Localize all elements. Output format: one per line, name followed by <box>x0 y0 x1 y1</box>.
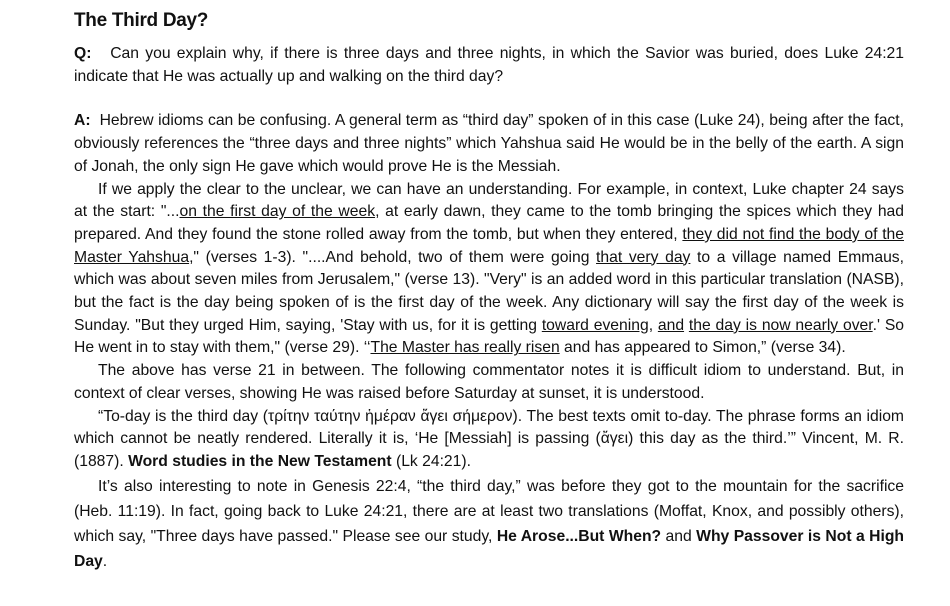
article <box>74 8 904 574</box>
study-link-passover[interactable]: Why Passover is Not a High Day <box>74 527 904 570</box>
text-run: “To-day is the third day (τρίτην ταύτην ἡμέραν ἄγει σήμερον). The best texts omit to-day. The phrase forms an idiom which cannot be neatly rendered. Literally it is, ‘He [Messiah] is passing (ἄγει) this day as the third.’” Vincent, M. R. (1887). <box>74 407 904 470</box>
question-paragraph <box>74 43 904 88</box>
page-title: The Third Day? <box>74 10 209 31</box>
question-text: Can you explain why, if there is three days and three nights, in which the Savior was buried, does Luke 24:21 indicate that He was actually up and walking on the third day? <box>74 45 904 85</box>
text-run: . <box>102 552 108 570</box>
underlined-quote: toward evening <box>541 316 649 334</box>
text-run: If we apply the clear to the unclear, we can have an understanding. For example, in context, Luke chapter 24 says at the start: "... <box>74 180 904 221</box>
study-link-he-arose[interactable]: He Arose...But When? <box>496 527 662 545</box>
text-run: , at early dawn, they came to the tomb bringing the spices which they had prepared. And they found the stone rolled away from the tomb, but when they entered, <box>74 203 904 243</box>
answer-paragraph <box>74 110 904 178</box>
text-run: to a village named Emmaus, which was about seven miles from Jerusalem," (verse 13). "Very" is an added word in this particular translation (NASB), but the fact is the day being spoken of is the first day of the week. Any dictionary will say the first day of the week is Sunday. "But they urged Him, saying, 'Stay with us, for it is getting <box>74 248 905 334</box>
answer-label: A: <box>74 112 91 130</box>
commentary-intro-paragraph: The above has verse 21 in between. The following commentator notes it is difficult idiom to understand. But, in context of clear verses, showing He was raised before Saturday at sunset, it is understood. <box>74 362 904 402</box>
answer-text: Hebrew idioms can be confusing. A general term as “third day” spoken of in this case (Luke 24), being after the fact, obviously references the “three days and three nights” which Yahshua said He would be in the belly of the earth. A sign of Jonah, the only sign He gave which would prove He is the Messiah. <box>74 112 904 175</box>
underlined-quote: on the first day of the week <box>179 203 376 221</box>
underlined-quote: that very day <box>596 248 691 266</box>
book-title: Word studies in the New Testament <box>128 452 392 470</box>
text-run: and <box>661 527 697 545</box>
text-run: It’s also interesting to note in Genesis 22:4, “the third day,” was before they got to the mountain for the sacrifice (Heb. 11:19). In fact, going back to Luke 24:21, there are at least two translations (Moffat, Knox, and possibly others), which say, "Three days have passed." Please see our study, <box>74 477 904 545</box>
text-run: and has appeared to Simon,” (verse 34). <box>559 339 846 357</box>
underlined-quote: the day is now nearly over <box>688 316 873 334</box>
context-paragraph <box>74 179 904 361</box>
text-run: .' So He went in to stay with them," (verse 29). ‘‘ <box>74 316 905 357</box>
underlined-quote: and <box>657 316 685 334</box>
spacer <box>74 88 904 110</box>
text-run: , <box>648 316 658 334</box>
closing-paragraph <box>74 474 904 574</box>
underlined-quote: they did not find the body of the Master Yahshua <box>74 225 904 266</box>
question-label: Q: <box>74 45 92 62</box>
text-run: (Lk 24:21). <box>391 452 471 470</box>
text-run: ," (verses 1-3). "....And behold, two of them were going <box>189 248 597 266</box>
commentary-quote-paragraph <box>74 406 904 474</box>
underlined-quote: The Master has really risen <box>370 339 560 357</box>
